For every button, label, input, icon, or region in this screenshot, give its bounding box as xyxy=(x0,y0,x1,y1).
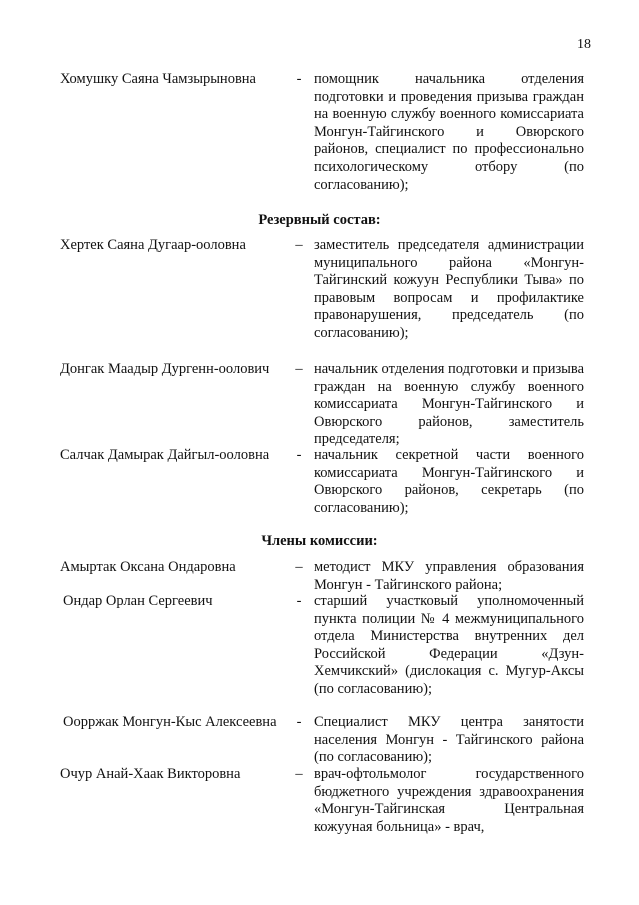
member-description: старший участковый уполномоченный пункта полиции № 4 межмуниципального отдела Министерства внутренних дел Российской Федерации «Дзун-Хемчикский» (дислокация с. Мугур-Аксы (по согласованию); xyxy=(314,593,584,697)
member-name: Донгак Маадыр Дургенн-оолович xyxy=(60,361,270,377)
dash: - xyxy=(296,447,302,463)
reserve-heading: Резервный состав: xyxy=(258,212,381,228)
member-description: врач-офтольмолог государственного бюджетного учреждения здравоохранения «Монгун-Тайгинская Центральная кожууная больница» - врач, xyxy=(314,766,584,835)
member-name: Хертек Саяна Дугаар-ооловна xyxy=(60,237,246,253)
member-name: Хомушку Саяна Чамзырыновна xyxy=(60,71,256,87)
dash: – xyxy=(295,361,303,377)
member-name: Амыртак Оксана Ондаровна xyxy=(60,559,236,575)
member-description: помощник начальника отделения подготовки и проведения призыва граждан на военную службу военного комиссариата Монгун-Тайгинского и Овюрского районов, специалист по профессионально психологическому отбору (по согласованию); xyxy=(314,71,584,193)
member-name: Ондар Орлан Сергеевич xyxy=(63,593,213,609)
member-description: начальник отделения подготовки и призыва граждан на военную службу военного комиссариата Монгун-Тайгинского и Овюрского районов, заместитель председателя; xyxy=(314,361,585,448)
dash: - xyxy=(296,593,302,609)
dash: – xyxy=(295,766,303,782)
member-name: Оорржак Монгун-Кыс Алексеевна xyxy=(63,714,277,730)
dash: - xyxy=(296,71,302,87)
dash: – xyxy=(295,559,303,575)
member-description: методист МКУ управления образования Монгун - Тайгинского района; xyxy=(314,559,584,593)
member-name: Салчак Дамырак Дайгыл-ооловна xyxy=(60,447,270,463)
member-description: Специалист МКУ центра занятости населения Монгун - Тайгинского района (по согласованию); xyxy=(314,714,584,766)
member-description: начальник секретной части военного комиссариата Монгун-Тайгинского и Овюрского районов, секретарь (по согласованию); xyxy=(314,447,584,516)
member-description: заместитель председателя администрации муниципального района «Монгун-Тайгинский кожуун Республики Тыва» по правовым вопросам и профилактике правонарушения, председатель (по согласованию); xyxy=(314,237,584,341)
dash: - xyxy=(296,714,302,730)
dash: – xyxy=(295,237,303,253)
members-heading: Члены комиссии: xyxy=(261,533,378,549)
member-name: Очур Анай-Хаак Викторовна xyxy=(60,766,241,782)
page-number: 18 xyxy=(577,37,591,52)
